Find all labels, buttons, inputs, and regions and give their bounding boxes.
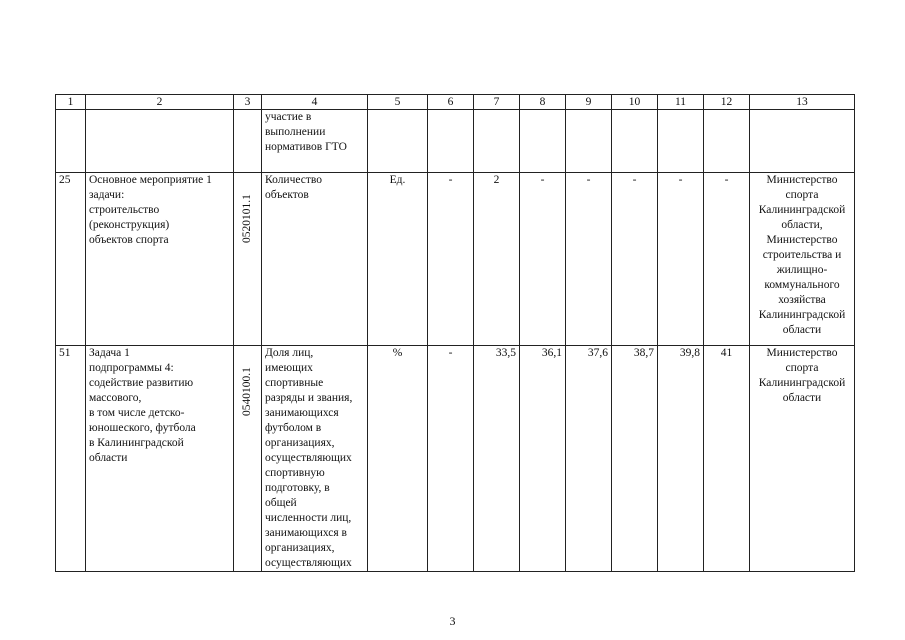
code-cell [234, 110, 262, 173]
value-cell [474, 110, 520, 173]
page-number: 3 [449, 614, 456, 628]
value-cell: 38,7 [612, 346, 658, 572]
indicators-table [55, 94, 855, 572]
indicator-name: Доля лиц, имеющих спортивные разряды и звания, занимающихся футболом в организациях, осуществляющих спортивную подготовку, в общей численности лиц, занимающихся в организациях, осуществляющих [262, 346, 368, 572]
value-cell: 2 [474, 173, 520, 346]
indicator-name: Количество объектов [262, 173, 368, 346]
column-number: 12 [704, 95, 750, 110]
value-cell: - [658, 173, 704, 346]
task-name: Задача 1 подпрограммы 4: содействие развитию массового, в том числе детско- юношеского, футбола в Калининградской области [86, 346, 234, 572]
column-number: 11 [658, 95, 704, 110]
column-number: 3 [234, 95, 262, 110]
value-cell: - [612, 173, 658, 346]
code-text: 0520101.1 [240, 194, 253, 243]
code-cell [234, 173, 262, 346]
code-text: 0540100.1 [240, 367, 253, 416]
value-cell: - [566, 173, 612, 346]
code-cell [234, 346, 262, 572]
value-cell: 33,5 [474, 346, 520, 572]
value-cell [612, 110, 658, 173]
value-cell: 39,8 [658, 346, 704, 572]
row-number: 51 [56, 346, 86, 572]
responsible-cell: Министерство спорта Калининградской области, Министерство строительства и жилищно- коммунального хозяйства Калининградской области [750, 173, 855, 346]
column-number: 9 [566, 95, 612, 110]
indicator-name: участие в выполнении нормативов ГТО [262, 110, 368, 173]
column-number: 13 [750, 95, 855, 110]
value-cell [566, 110, 612, 173]
value-cell: - [520, 173, 566, 346]
value-cell: 36,1 [520, 346, 566, 572]
row-number [56, 110, 86, 173]
value-cell: - [428, 346, 474, 572]
value-cell: 37,6 [566, 346, 612, 572]
row-number: 25 [56, 173, 86, 346]
value-cell [520, 110, 566, 173]
column-number: 10 [612, 95, 658, 110]
column-number: 4 [262, 95, 368, 110]
column-number: 8 [520, 95, 566, 110]
column-number: 5 [368, 95, 428, 110]
value-cell: - [428, 173, 474, 346]
value-cell: 41 [704, 346, 750, 572]
responsible-cell: Министерство спорта Калининградской области [750, 346, 855, 572]
task-name: Основное мероприятие 1 задачи: строительство (реконструкция) объектов спорта [86, 173, 234, 346]
task-name [86, 110, 234, 173]
responsible-cell [750, 110, 855, 173]
column-number: 1 [56, 95, 86, 110]
unit-cell: % [368, 346, 428, 572]
unit-cell: Ед. [368, 173, 428, 346]
column-number-row [56, 95, 855, 110]
column-number: 2 [86, 95, 234, 110]
column-number: 7 [474, 95, 520, 110]
table-row [56, 110, 855, 173]
value-cell [704, 110, 750, 173]
table-row [56, 173, 855, 346]
column-number: 6 [428, 95, 474, 110]
value-cell [428, 110, 474, 173]
table-row [56, 346, 855, 572]
value-cell [658, 110, 704, 173]
unit-cell [368, 110, 428, 173]
value-cell: - [704, 173, 750, 346]
